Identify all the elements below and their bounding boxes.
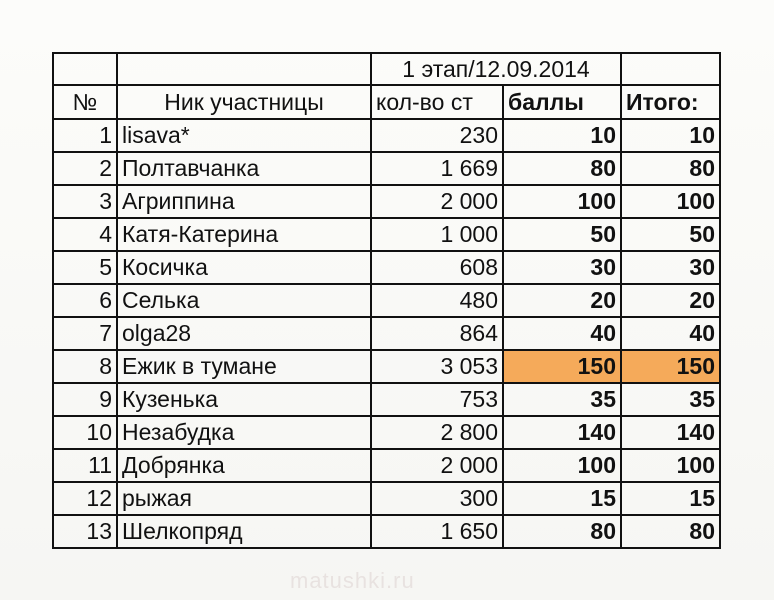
watermark: matushki.ru — [290, 568, 415, 593]
table-row — [53, 515, 720, 548]
stitch-count: 2 000 — [371, 449, 503, 482]
total: 140 — [621, 416, 720, 449]
score: 20 — [503, 284, 621, 317]
header-num-top-cell — [53, 53, 117, 85]
table-row — [53, 119, 720, 152]
score: 30 — [503, 251, 621, 284]
header-total-top-cell — [621, 53, 720, 85]
participant-name: Ежик в тумане — [117, 350, 371, 383]
total: 50 — [621, 218, 720, 251]
participant-name: Агриппина — [117, 185, 371, 218]
row-num: 9 — [53, 383, 117, 416]
header-num: № — [53, 85, 117, 119]
score: 10 — [503, 119, 621, 152]
total: 10 — [621, 119, 720, 152]
total: 15 — [621, 482, 720, 515]
stitch-count: 608 — [371, 251, 503, 284]
row-num: 11 — [53, 449, 117, 482]
table-row — [53, 449, 720, 482]
participant-name: Добрянка — [117, 449, 371, 482]
table-row — [53, 152, 720, 185]
stitch-count: 480 — [371, 284, 503, 317]
score: 100 — [503, 185, 621, 218]
row-num: 1 — [53, 119, 117, 152]
total: 100 — [621, 185, 720, 218]
score: 150 — [503, 350, 621, 383]
row-num: 2 — [53, 152, 117, 185]
row-num: 4 — [53, 218, 117, 251]
stitch-count: 1 000 — [371, 218, 503, 251]
participant-name: Косичка — [117, 251, 371, 284]
score: 50 — [503, 218, 621, 251]
table-row — [53, 416, 720, 449]
table-row — [53, 185, 720, 218]
score: 80 — [503, 515, 621, 548]
table-row — [53, 218, 720, 251]
participant-name: Кузенька — [117, 383, 371, 416]
table-row — [53, 383, 720, 416]
score: 40 — [503, 317, 621, 350]
score: 15 — [503, 482, 621, 515]
participant-name: Незабудка — [117, 416, 371, 449]
table-row — [53, 284, 720, 317]
table-row — [53, 251, 720, 284]
total: 150 — [621, 350, 720, 383]
header-score: баллы — [503, 85, 621, 119]
stage-header: 1 этап/12.09.2014 — [371, 53, 621, 85]
participant-name: Селька — [117, 284, 371, 317]
stitch-count: 864 — [371, 317, 503, 350]
results-table — [52, 52, 721, 549]
row-num: 3 — [53, 185, 117, 218]
row-num: 10 — [53, 416, 117, 449]
row-num: 5 — [53, 251, 117, 284]
participant-name: Шелкопряд — [117, 515, 371, 548]
score: 100 — [503, 449, 621, 482]
participant-name: Катя-Катерина — [117, 218, 371, 251]
row-num: 13 — [53, 515, 117, 548]
stitch-count: 300 — [371, 482, 503, 515]
row-num: 8 — [53, 350, 117, 383]
stitch-count: 2 000 — [371, 185, 503, 218]
header-row-columns — [53, 85, 720, 119]
score: 80 — [503, 152, 621, 185]
header-name-top-cell — [117, 53, 371, 85]
participant-name: рыжая — [117, 482, 371, 515]
row-num: 6 — [53, 284, 117, 317]
stitch-count: 230 — [371, 119, 503, 152]
total: 80 — [621, 152, 720, 185]
stitch-count: 3 053 — [371, 350, 503, 383]
total: 30 — [621, 251, 720, 284]
table-row — [53, 350, 720, 383]
total: 20 — [621, 284, 720, 317]
total: 100 — [621, 449, 720, 482]
table-row — [53, 482, 720, 515]
header-total: Итого: — [621, 85, 720, 119]
stitch-count: 1 650 — [371, 515, 503, 548]
participant-name: lisava* — [117, 119, 371, 152]
stitch-count: 753 — [371, 383, 503, 416]
header-name: Ник участницы — [117, 85, 371, 119]
total: 80 — [621, 515, 720, 548]
header-qty: кол-во ст — [371, 85, 503, 119]
stitch-count: 2 800 — [371, 416, 503, 449]
stitch-count: 1 669 — [371, 152, 503, 185]
table-row — [53, 317, 720, 350]
total: 35 — [621, 383, 720, 416]
score: 140 — [503, 416, 621, 449]
total: 40 — [621, 317, 720, 350]
header-row-stage — [53, 53, 720, 85]
row-num: 12 — [53, 482, 117, 515]
participant-name: Полтавчанка — [117, 152, 371, 185]
participant-name: olga28 — [117, 317, 371, 350]
row-num: 7 — [53, 317, 117, 350]
score: 35 — [503, 383, 621, 416]
